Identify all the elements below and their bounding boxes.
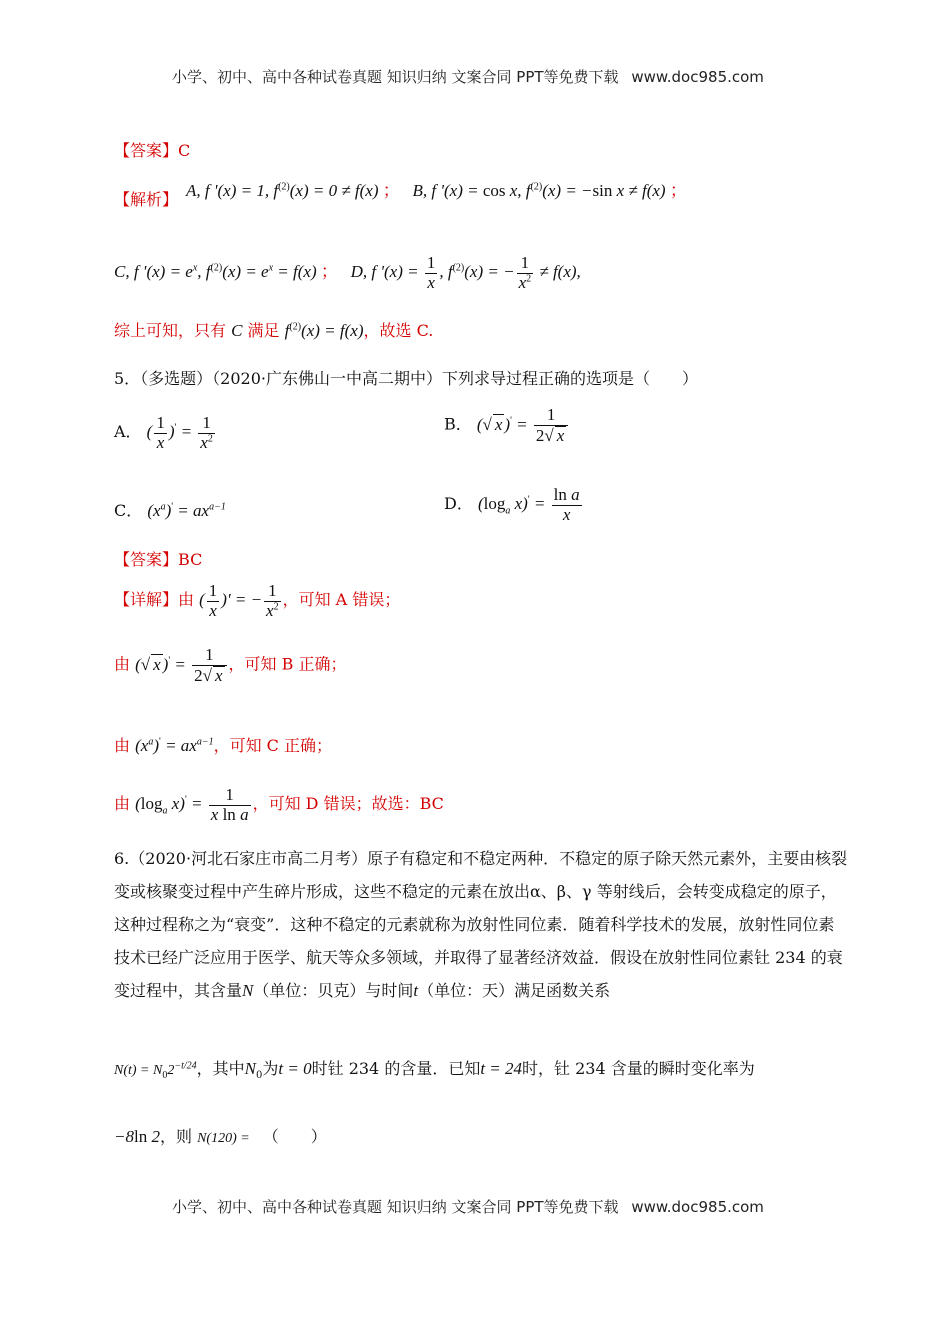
answer-tag: 【答案】 xyxy=(114,141,179,160)
conclusion-mid: 满足 xyxy=(247,321,280,340)
q5-option-b: B． (√ x )' = $\frac{1}{2√ x}$ xyxy=(444,406,570,445)
q5-option-c: C． $(x^a)' = ax^{a-1}$ xyxy=(114,501,226,520)
page-footer xyxy=(172,1196,764,1217)
q4-conclusion: 综上可知，只有 C 满足 $f^{(2)}(x) = f(x)$，故选 C. xyxy=(114,321,434,340)
answer-value: BC xyxy=(178,550,203,569)
q6-final-line: −8ln 2，则 N(120) = （ ） xyxy=(114,1127,327,1146)
q4-formula-cd: C, f '$(x) = e^x$, $f^{(2)}(x) = e^x = f(x)$ ； D, f '(x) = $\frac{1}{x}$ , $f^{(2)}(x)$ = − $\frac{1}{x^2}$ ≠ f(x), xyxy=(114,253,581,292)
you: 由 xyxy=(114,654,131,674)
line1-tail: ，可知 A 错误； xyxy=(282,590,401,610)
q5-option-d: D． ($\log_a$ x)' = $\frac{\text{ln a}}{x}$ xyxy=(444,485,580,524)
q6-content: 时钍 234 的含量．已知 xyxy=(311,1059,481,1078)
header-text: 小学、初中、高中各种试卷真题 知识归纳 文案合同 PPT等免费下载 xyxy=(172,68,619,86)
q6-where: ，其中 xyxy=(196,1059,245,1078)
detail-tag: 【详解】 xyxy=(114,590,179,610)
option-c-label: C． xyxy=(114,501,143,520)
footer-text: 小学、初中、高中各种试卷真题 知识归纳 文案合同 PPT等免费下载 xyxy=(172,1198,619,1216)
q5-stem: 5．（多选题）（2020·广东佛山一中高二期中）下列求导过程正确的选项是（ ） xyxy=(114,369,698,388)
conclusion-pre: 综上可知，只有 xyxy=(114,321,227,340)
q6-rate: 时，钍 234 含量的瞬时变化率为 xyxy=(522,1059,755,1078)
q6-unit-n: （单位：贝克）与时间 xyxy=(253,981,414,1000)
you: 由 xyxy=(114,736,131,755)
q6-blank: （ ） xyxy=(262,1127,327,1146)
q6-then: ，则 xyxy=(159,1127,192,1146)
q6-unit-t: （单位：天）满足函数关系 xyxy=(418,981,611,1000)
line2-tail: ，可知 B 正确； xyxy=(228,654,347,674)
q4-analysis-tag: 【解析】 xyxy=(114,190,179,209)
q6-n0: N xyxy=(244,1059,257,1078)
q5-detail-4: 由 ($\log_a$ x)' = $\frac{1}{\text{x ln a}}$ ，可知 D 错误；故选：BC xyxy=(114,785,444,824)
q5-detail-2: 由 (√ x )' = $\frac{1}{2√ x}$ ，可知 B 正确； xyxy=(114,645,347,685)
conclusion-post: ，故选 C. xyxy=(363,321,434,340)
header-site: www.doc985.com xyxy=(631,68,764,86)
option-d-label: D． xyxy=(444,494,473,514)
q5-answer xyxy=(114,547,202,570)
q6-n0-sub: 0 xyxy=(256,1070,263,1082)
q6-paragraph: 6.（2020·河北石家庄市高二月考）原子有稳定和不稳定两种．不稳定的原子除天然元素外，主要由核裂变或核聚变过程中产生碎片形成，这些不稳定的元素在放出α、β、γ 等射线后，会转变成稳定的原子，这种过程称之为“衰变”．这种不稳定的元素就称为放射性同位素．随着科学技术的发展，放射性同位素技术已经广泛应用于医学、航天等众多领域，并取得了显著经济效益．假设在放射性同位素钍 234 的衰变过程中，其含量N（单位：贝克）与时间t（单位：天）满足函数关系 xyxy=(114,849,848,1000)
q4-answer xyxy=(114,138,190,161)
you: 由 xyxy=(114,794,131,814)
line4-tail: ，可知 D 错误；故选：BC xyxy=(252,794,444,814)
answer-tag: 【答案】 xyxy=(114,550,179,569)
q4-formula-ab: A, f '(x) = 1, $f^{(2)}(x) = 0 \ne f(x)$ ； B, f '(x) = cos x, $f^{(2)}(x) = -\sin$ x ≠ f(x) ； xyxy=(186,181,687,200)
q5-option-a: A． ( $\frac{1}{x}$ )' = $\frac{1}{x^2}$ xyxy=(114,413,213,452)
q5-detail-1: 【详解】由 ( $\frac{1}{x}$ )' = − $\frac{1}{x^2}$ ，可知 A 错误； xyxy=(114,581,401,620)
q6-text: 6.（2020·河北石家庄市高二月考）原子有稳定和不稳定两种．不稳定的原子除天然元素外，主要由核裂变或核聚变过程中产生碎片形成，这些不稳定的元素在放出α、β、γ 等射线后，会转变成稳定的原子，这种过程称之为“衰变”．这种不稳定的元素就称为放射性同位素．随着科学技术的发展，放射性同位素技术已经广泛应用于医学、航天等众多领域，并取得了显著经济效益．假设在放射性同位素钍 234 的衰变过程中，其含量 xyxy=(114,849,848,1000)
footer-site: www.doc985.com xyxy=(631,1198,764,1216)
page-header xyxy=(172,66,764,87)
answer-value: C xyxy=(178,141,191,160)
option-b-label: B． xyxy=(444,414,472,434)
q6-function-line: $N(t) = N_02^{-t/24}$，其中$N_0$为t = 0时钍 234 的含量．已知t = 24时，钍 234 含量的瞬时变化率为 xyxy=(114,1059,755,1082)
line3-tail: ，可知 C 正确； xyxy=(213,736,333,755)
q6-is-when: 为 xyxy=(262,1059,279,1078)
q5-detail-3: 由 $(x^a)' = ax^{a-1}$，可知 C 正确； xyxy=(114,736,333,755)
you: 由 xyxy=(178,590,195,610)
option-a-label: A． xyxy=(114,422,142,442)
